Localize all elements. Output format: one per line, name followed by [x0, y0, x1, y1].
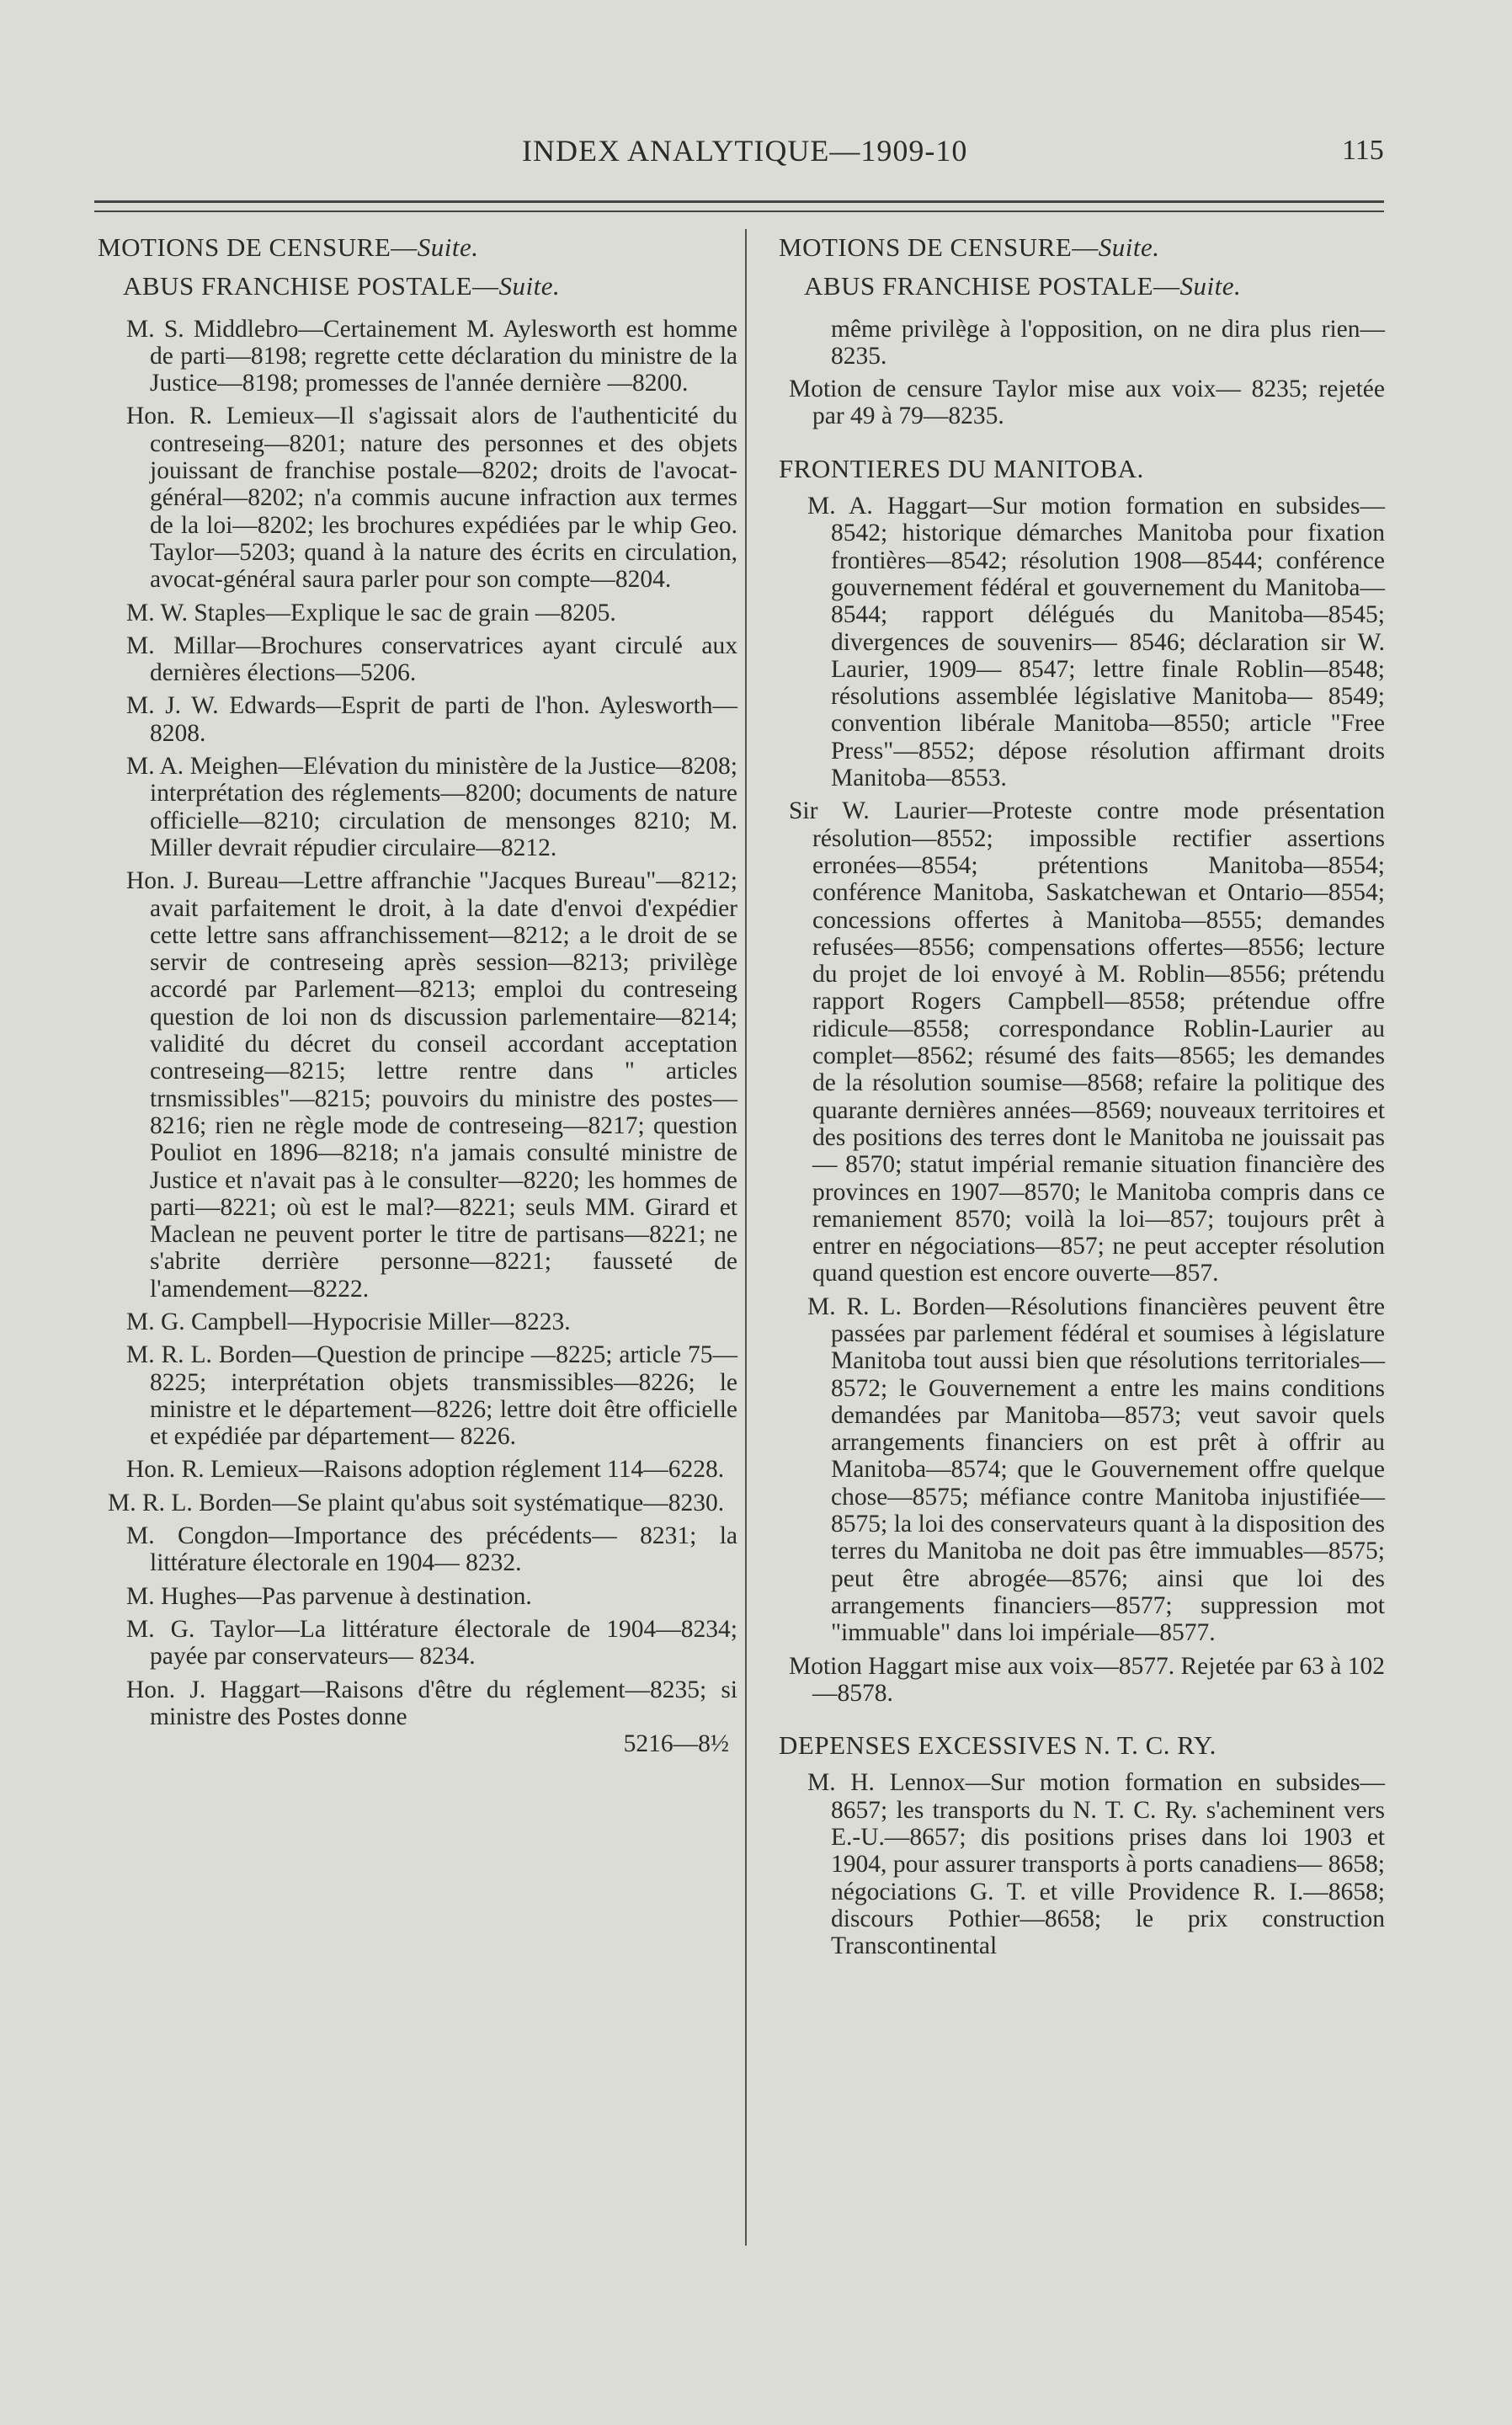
section-title-frontieres: FRONTIERES DU MANITOBA. [779, 453, 1144, 483]
index-entry: M. J. W. Edwards—Esprit de parti de l'hon. Aylesworth—8208. [126, 692, 737, 747]
index-entry: M. W. Staples—Explique le sac de grain —8205. [126, 599, 616, 626]
index-entry: M. R. L. Borden—Se plaint qu'abus soit systématique—8230. [108, 1489, 725, 1516]
left-subheading: ABUS FRANCHISE POSTALE—Suite. [123, 271, 561, 301]
right-heading: MOTIONS DE CENSURE—Suite. [779, 232, 1160, 262]
running-header [0, 126, 1512, 177]
index-entry: Hon. R. Lemieux—Il s'agissait alors de l'authenticité du contreseing—8201; nature des personnes et des objets jouissant de franchise postale—8202; droits de l'avocat-général—8202; n'a commis aucune infraction aux termes de la loi—8202; les brochures expédiées par le whip Geo. Taylor—5203; quand à la nature des écrits en circulation, avocat-général saura parler pour son compte—8204. [126, 402, 737, 594]
header-rule-bottom [94, 211, 1384, 212]
index-entry: M. S. Middlebro—Certainement M. Aylesworth est homme de parti—8198; regrette cette déclaration du ministre de la Justice—8198; promesses de l'année dernière —8200. [126, 315, 737, 397]
left-heading: MOTIONS DE CENSURE—Suite. [98, 232, 479, 262]
index-entry: M. Congdon—Importance des précédents— 8231; la littérature électorale en 1904— 8232. [126, 1522, 737, 1577]
index-entry: Sir W. Laurier—Proteste contre mode présentation résolution—8552; impossible rectifier assertions erronées—8554; prétentions Manitoba—8554; conférence Manitoba, Saskatchewan et Ontario—8554; concessions offertes à Manitoba—8555; demandes refusées—8556; compensations offertes—8556; lecture du projet de loi envoyé à M. Roblin—8556; prétendu rapport Rogers Campbell—8558; prétendue offre ridicule—8558; correspondance Roblin-Laurier au complet—8562; résumé des faits—8565; les demandes de la résolution soumise—8568; refaire la politique des quarante dernières années—8569; nouveaux territoires et des positions des terres dont le Manitoba ne jouissait pas— 8570; statut impérial remanie situation financière des provinces en 1907—8570; le Manitoba compris dans ce remaniement 8570; voilà la loi—857; toujours prêt à entrer en négociations—857; ne peut accepter résolution quand question est encore ouverte—857. [789, 797, 1385, 1287]
section-title-depenses: DEPENSES EXCESSIVES N. T. C. RY. [779, 1730, 1217, 1761]
index-entry: M. A. Haggart—Sur motion formation en subsides—8542; historique démarches Manitoba pour fixation frontières—8542; résolution 1908—8544; conférence gouvernement fédéral et gouvernement du Manitoba—8544; rapport délégués du Manitoba—8545; divergences de souvenirs— 8546; déclaration sir W. Laurier, 1909— 8547; lettre finale Roblin—8548; résolutions assemblée législative Manitoba— 8549; convention libérale Manitoba—8550; article "Free Press"—8552; dépose résolution affirmant droits Manitoba—8553. [807, 493, 1385, 792]
left-column [98, 234, 737, 1757]
index-entry: M. R. L. Borden—Question de principe —8225; article 75—8225; interprétation objets transmissibles—8226; le ministre et le département—8226; lettre doit être officielle et expédiée par département— 8226. [126, 1341, 737, 1451]
index-entry: M. A. Meighen—Elévation du ministère de la Justice—8208; interprétation des réglements—8200; documents de nature officielle—8210; circulation de mensonges 8210; M. Miller devrait répudier circulaire—8212. [126, 753, 737, 861]
running-title: INDEX ANALYTIQUE—1909-10 [522, 134, 968, 168]
index-entry: M. Hughes—Pas parvenue à destination. [126, 1582, 532, 1610]
signature-mark: 5216—8½ [623, 1730, 729, 1758]
index-entry: M. G. Taylor—La littérature électorale de 1904—8234; payée par conservateurs— 8234. [126, 1615, 737, 1671]
index-entry: M. R. L. Borden—Résolutions financières peuvent être passées par parlement fédéral et soumises à législature Manitoba tout aussi bien que résolutions territoriales—8572; le Gouvernement a entre les mains conditions demandées par Manitoba—8573; veut savoir quels arrangements financiers on est prêt à offrir au Manitoba—8574; que le Gouvernement offre quelque chose—8575; méfiance contre Manitoba injustifiée—8575; la loi des conservateurs quant à la disposition des terres du Manitoba ne doit pas être immuables—8575; peut être abrogée—8576; ainsi que loi des arrangements financiers—8577; suppression mot "immuable" dans loi impériale—8577. [807, 1292, 1385, 1647]
index-entry: Hon. J. Bureau—Lettre affranchie "Jacques Bureau"—8212; avait parfaitement le droit, à la date d'envoi d'expédier cette lettre sans affranchissement—8212; a le droit de se servir de contreseing après session—8213; privilège accordé par Parlement—8213; emploi du contreseing question de loi non ds discussion parlementaire—8214; validité du décret du conseil accordant acceptation contreseing—8215; lettre rentre dans " articles trnsmissibles"—8215; pouvoirs du ministre des postes—8216; rien ne règle mode de contreseing—8217; question Pouliot en 1896—8218; n'a jamais consulté ministre de Justice et n'avait pas à le consulter—8220; les hommes de parti—8221; où est le mal?—8221; seuls MM. Girard et Maclean ne peuvent porter le titre de partisans—8221; ne s'abrite derrière personne—8221; fausseté de l'amendement—8222. [126, 867, 737, 1303]
index-entry: Hon. R. Lemieux—Raisons adoption réglement 114—6228. [126, 1456, 725, 1484]
index-entry: Hon. J. Haggart—Raisons d'être du réglement—8235; si ministre des Postes donne [126, 1676, 737, 1730]
index-entry: M. G. Campbell—Hypocrisie Miller—8223. [126, 1308, 571, 1335]
right-subheading: ABUS FRANCHISE POSTALE—Suite. [804, 271, 1242, 301]
page-number: 115 [1342, 135, 1384, 166]
continuation-text: même privilège à l'opposition, on ne dira plus rien—8235. [831, 315, 1385, 370]
index-entry: M. H. Lennox—Sur motion formation en subsides—8657; les transports du N. T. C. Ry. s'acheminent vers E.-U.—8657; dis positions prises dans loi 1903 et 1904, pour assurer transports à ports canadiens— 8658; négociations G. T. et ville Providence R. I.—8658; discours Pothier—8658; le prix construction Transcontinental [807, 1769, 1385, 1960]
motion-vote: Motion de censure Taylor mise aux voix— 8235; rejetée par 49 à 79—8235. [789, 376, 1385, 430]
right-column [779, 234, 1385, 1966]
index-entry: M. Millar—Brochures conservatrices ayant circulé aux dernières élections—5206. [126, 632, 737, 687]
header-rule-top [94, 200, 1384, 203]
motion-haggart: Motion Haggart mise aux voix—8577. Rejetée par 63 à 102—8578. [789, 1652, 1385, 1707]
column-divider [745, 229, 747, 2246]
